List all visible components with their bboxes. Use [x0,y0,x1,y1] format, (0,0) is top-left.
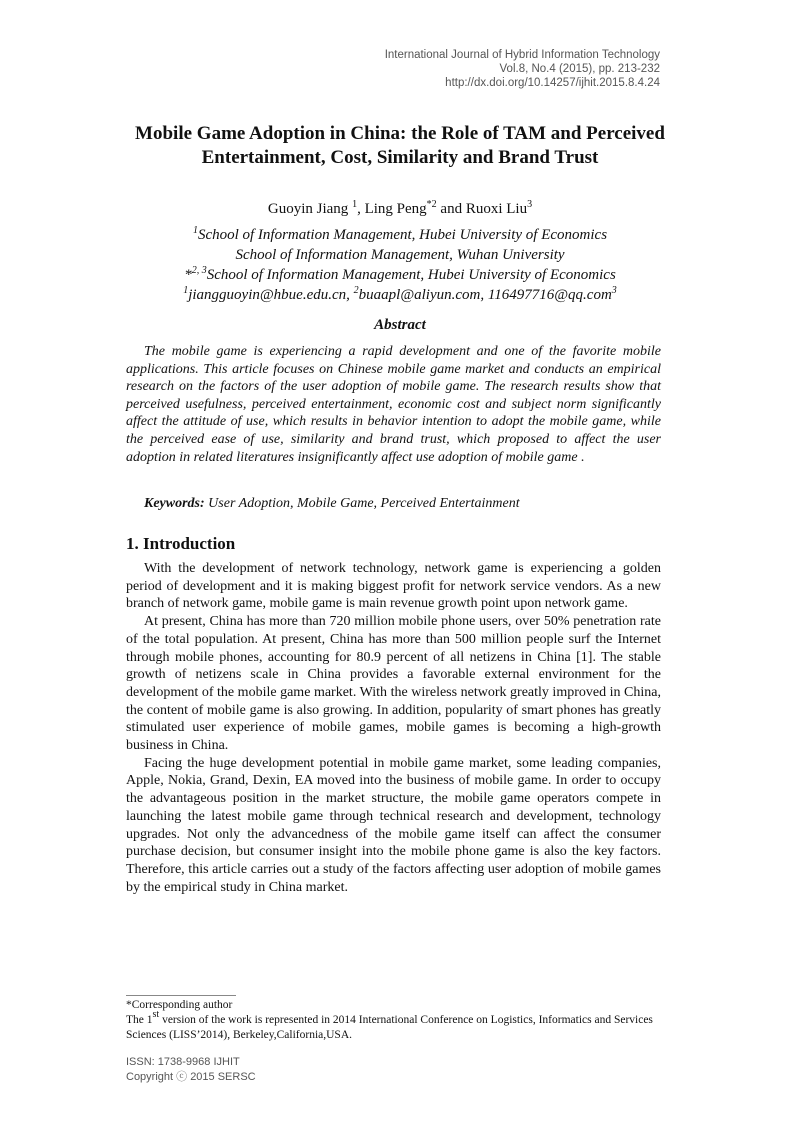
intro-paragraph-3: Facing the huge development potential in mobile game market, some leading companies, Apple, Nokia, Grand, Dexin, EA moved into the business of mobile game. In order to occupy the advantageous position in the market structure, the mobile game operators compete in launching the latest mobile game through technical research and development, technology upgrades. Not only the advancedness of the mobile game itself can affect the consumer purchase decision, but consumer insight into the mobile phone game is also the key factors. Therefore, this article carries out a study of the factors affecting user adoption of mobile games by the empirical study in China market. [126,755,661,895]
author-2-sup: *2 [426,199,437,210]
keywords [144,495,664,513]
footnote-version-post: version of the work is represented in 2014 International Conference on Logistics, Informatics and Services Sciences (LISS’2014), Berkeley,California,USA. [126,1014,653,1041]
intro-paragraph-1: With the development of network technology, network game is experiencing a golden period of development and it is making biggest profit for network service vendors. As a new branch of network game, mobile game is main revenue growth point upon network game. [126,561,661,612]
journal-volume: Vol.8, No.4 (2015), pp. 213-232 [499,63,660,75]
author-3-sup: 3 [527,199,533,210]
affiliation-1-text: School of Information Management, Hubei University of Economics [197,227,608,243]
author-emails [100,285,700,305]
introduction-body [126,560,661,896]
author-1-sup: 1 [352,199,358,210]
title-line-2: Entertainment, Cost, Similarity and Brand Trust [201,147,599,168]
paper-title [100,122,700,170]
affiliation-2-text: School of Information Management, Hubei University of Economics [206,267,616,283]
keywords-text: User Adoption, Mobile Game, Perceived Entertainment [204,496,520,511]
affiliation-2-sup: 2, 3 [191,265,207,276]
keywords-label: Keywords: [144,496,205,511]
footnote-version-sup: st [152,1009,160,1020]
journal-header [385,48,660,90]
affiliation-2-star: * [184,267,192,283]
email-2: buaapl@aliyun.com, 116497716@qq.com [358,287,612,303]
journal-doi: http://dx.doi.org/10.14257/ijhit.2015.8.4.24 [445,77,660,89]
affiliation-1 [100,225,700,245]
abstract-text: The mobile game is experiencing a rapid development and one of the favorite mobile applications. This article focuses on Chinese mobile game market and conducts an empirical research on the factors of the user adoption of mobile game. The research results show that perceived usefulness, perceived entertainment, economic cost and subject norm significantly affect the attitude of use, which results in behavior intention to adopt the mobile game, while the perceived ease of use, similarity and brand trust, which proposed to affect the user adoption in related literatures insignificantly affect use adoption of mobile game . [126,344,661,465]
affiliation-1b: School of Information Management, Wuhan University [235,247,565,263]
author-1: Guoyin Jiang [267,201,349,217]
email-2-sup: 2 [353,285,359,296]
footnotes [126,998,666,1043]
author-sep-1: , [357,201,365,217]
copyright-line: Copyright ⓒ 2015 SERSC [126,1071,256,1083]
intro-paragraph-2: At present, China has more than 720 million mobile phone users, over 50% penetration rate of the total population. At present, China has more than 500 million people surf the Internet through mobile phones, accounting for 80.9 percent of all netizens in China [1]. The stable growth of netizens scale in China provides a favorable external environment for the development of the mobile game market. With the wireless network greatly improved in China, the content of mobile game is also growing. In addition, popularity of smart phones has greatly stimulated user experience of mobile games, mobile games is becoming a high-growth business in China. [126,614,661,754]
section-heading-introduction: 1. Introduction [126,534,236,553]
email-3-sup: 3 [611,285,617,296]
author-sep-2: and [436,201,466,217]
email-1-sup: 1 [183,285,189,296]
journal-name: International Journal of Hybrid Information Technology [384,49,660,61]
author-2: Ling Peng [364,201,427,217]
email-1: jiangguoyin@hbue.edu.cn, [188,287,354,303]
issn-line: ISSN: 1738-9968 IJHIT [126,1056,240,1068]
footnote-corresponding: *Corresponding author [126,999,233,1011]
affiliation-2 [100,265,700,285]
footnote-divider [126,995,236,996]
abstract-heading: Abstract [374,317,426,333]
footnote-version-pre: The 1 [126,1014,153,1026]
footnote-version [126,1009,666,1043]
page-footer [126,1055,256,1085]
author-list [100,199,700,219]
affiliations [100,225,700,305]
title-line-1: Mobile Game Adoption in China: the Role of TAM and Perceived [135,123,665,144]
affiliation-1-sup: 1 [192,225,198,236]
author-3: Ruoxi Liu [465,201,528,217]
